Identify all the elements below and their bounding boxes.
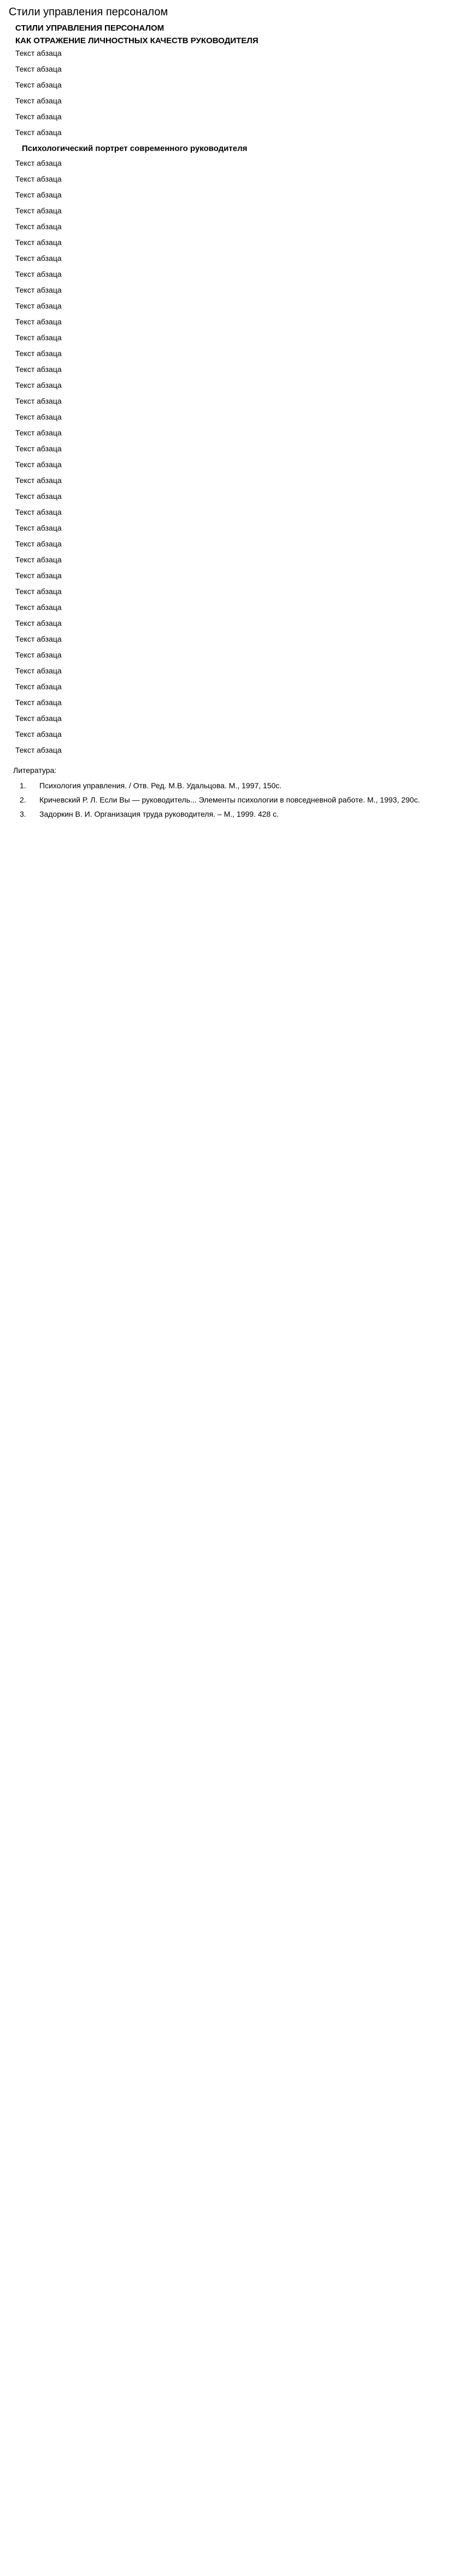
paragraph: Текст абзаца [15,238,62,247]
intro-paragraphs [9,48,454,138]
sub-heading: КАК ОТРАЖЕНИЕ ЛИЧНОСТНЫХ КАЧЕСТВ РУКОВОДИТЕЛЯ [15,36,259,45]
reference-text: Психология управления. / Отв. Ред. М.В. Удальцова. М., 1997, 150с. [39,781,282,790]
paragraph: Текст абзаца [15,730,62,739]
reference-item [9,809,454,819]
document-title: Стили управления персоналом [9,6,168,18]
paragraph: Текст абзаца [15,65,62,73]
paragraph: Текст абзаца [15,428,62,437]
paragraph: Текст абзаца [15,190,62,199]
paragraph: Текст абзаца [15,714,62,723]
paragraph: Текст абзаца [15,666,62,675]
paragraph: Текст абзаца [15,635,62,643]
reference-item [9,781,454,790]
paragraph: Текст абзаца [15,587,62,596]
paragraph: Текст абзаца [15,682,62,691]
reference-number: 1. [20,781,26,790]
reference-item [9,795,454,805]
paragraph: Текст абзаца [15,49,62,57]
main-heading: СТИЛИ УПРАВЛЕНИЯ ПЕРСОНАЛОМ [15,24,165,33]
paragraph: Текст абзаца [15,128,62,137]
paragraph: Текст абзаца [15,175,62,183]
reference-text: Кричевский Р. Л. Если Вы — руководитель... Элементы психологии в повседневной работе. М., 1993, 290с. [39,795,420,804]
paragraph: Текст абзаца [15,555,62,564]
paragraph: Текст абзаца [15,508,62,516]
paragraph: Текст абзаца [15,254,62,263]
paragraph: Текст абзаца [15,397,62,405]
literature-title: Литература: [13,766,57,775]
paragraph: Текст абзаца [15,96,62,105]
paragraph: Текст абзаца [15,460,62,469]
paragraph: Текст абзаца [15,571,62,580]
paragraph: Текст абзаца [15,333,62,342]
paragraph: Текст абзаца [15,349,62,358]
paragraph: Текст абзаца [15,412,62,421]
paragraph: Текст абзаца [15,222,62,231]
paragraph: Текст абзаца [15,381,62,389]
paragraph: Текст абзаца [15,492,62,501]
paragraph: Текст абзаца [15,365,62,374]
paragraph: Текст абзаца [15,476,62,485]
portrait-heading: Психологический портрет современного руководителя [22,144,248,153]
paragraph: Текст абзаца [15,286,62,294]
paragraph: Текст абзаца [15,206,62,215]
references-list [9,781,454,819]
paragraph: Текст абзаца [15,524,62,532]
paragraph: Текст абзаца [15,619,62,627]
paragraph: Текст абзаца [15,444,62,453]
paragraph: Текст абзаца [15,603,62,612]
paragraph: Текст абзаца [15,270,62,278]
paragraph: Текст абзаца [15,539,62,548]
paragraph: Текст абзаца [15,317,62,326]
body-paragraphs [9,158,454,755]
paragraph: Текст абзаца [15,159,62,167]
paragraph: Текст абзаца [15,698,62,707]
reference-number: 3. [20,810,26,818]
paragraph: Текст абзаца [15,746,62,754]
paragraph: Текст абзаца [15,112,62,121]
paragraph: Текст абзаца [15,301,62,310]
reference-number: 2. [20,795,26,804]
paragraph: Текст абзаца [15,80,62,89]
paragraph: Текст абзаца [15,650,62,659]
reference-text: Задоркин В. И. Организация труда руководителя. – М., 1999. 428 с. [39,810,279,818]
